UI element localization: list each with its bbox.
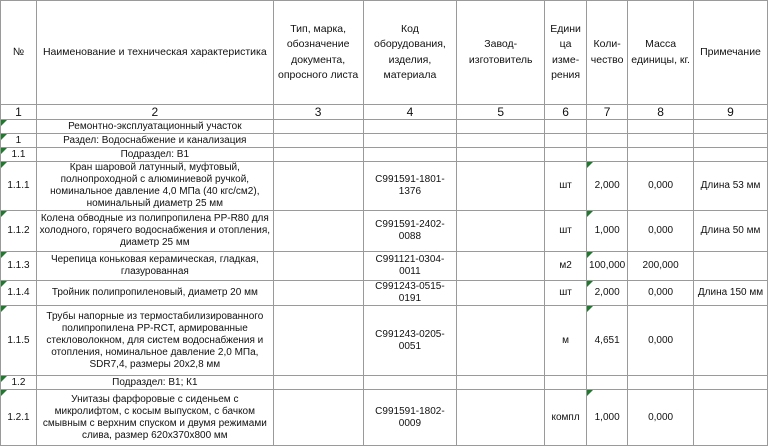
cell-qty: 4,651	[587, 306, 628, 376]
table-row	[1, 252, 768, 281]
cell-name: Подраздел: В1	[36, 148, 273, 162]
column-number: 9	[694, 105, 768, 120]
column-number-row	[1, 105, 768, 120]
cell-no: 1.2.1	[1, 390, 37, 446]
cell-note	[694, 390, 768, 446]
cell-name: Тройник полипропиленовый, диаметр 20 мм	[36, 281, 273, 306]
cell-type	[273, 252, 363, 281]
cell-mass: 0,000	[628, 162, 694, 211]
cell-code	[363, 134, 457, 148]
cell-mass: 0,000	[628, 281, 694, 306]
cell-no: 1.1.3	[1, 252, 37, 281]
cell-qty	[587, 148, 628, 162]
cell-name: Ремонтно-эксплуатационный участок	[36, 120, 273, 134]
cell-note	[694, 134, 768, 148]
cell-name: Кран шаровой латунный, муфтовый, полнопроходной с алюминиевой ручкой, номинальное давление 4,0 МПа (40 кгс/см2), номинальный диаметр 25 мм	[36, 162, 273, 211]
cell-maker	[457, 211, 545, 252]
cell-maker	[457, 281, 545, 306]
cell-name: Черепица коньковая керамическая, гладкая, глазурованная	[36, 252, 273, 281]
table-row	[1, 162, 768, 211]
cell-code	[363, 376, 457, 390]
cell-type	[273, 376, 363, 390]
table-row	[1, 134, 768, 148]
cell-code: С991243-0515-0191	[363, 281, 457, 306]
cell-unit	[545, 148, 587, 162]
cell-maker	[457, 148, 545, 162]
table-row	[1, 306, 768, 376]
col-header-mass: Масса единицы, кг.	[628, 1, 694, 105]
col-header-qty: Коли- чество	[587, 1, 628, 105]
cell-name: Унитазы фарфоровые с сиденьем с микролифтом, с косым выпуском, с бачком смывным с верхним спуском и двумя режимами слива, размер 620х370х800 мм	[36, 390, 273, 446]
cell-no	[1, 120, 37, 134]
cell-name: Трубы напорные из термостабилизированного полипропилена PP-RCT, армированные стекловолокном, для систем водоснабжения и отопления, номинальное давление 2,0 МПа, SDR7,4, размеры 20х2,8 мм	[36, 306, 273, 376]
cell-no: 1	[1, 134, 37, 148]
header-row	[1, 1, 768, 105]
cell-no: 1.2	[1, 376, 37, 390]
cell-note	[694, 252, 768, 281]
cell-note	[694, 306, 768, 376]
cell-qty	[587, 120, 628, 134]
cell-unit	[545, 376, 587, 390]
cell-mass: 0,000	[628, 306, 694, 376]
cell-mass: 200,000	[628, 252, 694, 281]
column-number: 3	[273, 105, 363, 120]
cell-type	[273, 148, 363, 162]
cell-note	[694, 120, 768, 134]
cell-code: С991243-0205-0051	[363, 306, 457, 376]
cell-no: 1.1.4	[1, 281, 37, 306]
cell-no: 1.1.1	[1, 162, 37, 211]
cell-code: С991591-1802-0009	[363, 390, 457, 446]
cell-unit: компл	[545, 390, 587, 446]
cell-type	[273, 306, 363, 376]
cell-name: Колена обводные из полипропилена PP-R80 для холодного, горячего водоснабжения и отопления, диаметр 25 мм	[36, 211, 273, 252]
cell-qty: 1,000	[587, 211, 628, 252]
cell-mass	[628, 376, 694, 390]
cell-type	[273, 390, 363, 446]
cell-maker	[457, 306, 545, 376]
cell-type	[273, 281, 363, 306]
table-row	[1, 148, 768, 162]
column-number: 5	[457, 105, 545, 120]
cell-qty: 1,000	[587, 390, 628, 446]
table-row	[1, 281, 768, 306]
cell-note	[694, 148, 768, 162]
col-header-maker: Завод-изготовитель	[457, 1, 545, 105]
cell-qty: 2,000	[587, 281, 628, 306]
cell-no: 1.1.2	[1, 211, 37, 252]
cell-mass: 0,000	[628, 390, 694, 446]
cell-no: 1.1.5	[1, 306, 37, 376]
cell-name: Подраздел: В1; К1	[36, 376, 273, 390]
cell-qty	[587, 134, 628, 148]
table-row	[1, 390, 768, 446]
table-row	[1, 376, 768, 390]
cell-type	[273, 120, 363, 134]
col-header-note: Примечание	[694, 1, 768, 105]
cell-type	[273, 162, 363, 211]
table-row	[1, 120, 768, 134]
column-number: 1	[1, 105, 37, 120]
cell-unit	[545, 134, 587, 148]
cell-note: Длина 53 мм	[694, 162, 768, 211]
cell-unit: шт	[545, 211, 587, 252]
column-number: 8	[628, 105, 694, 120]
col-header-type: Тип, марка, обозначение документа, опросного листа	[273, 1, 363, 105]
cell-maker	[457, 390, 545, 446]
col-header-name: Наименование и техническая характеристика	[36, 1, 273, 105]
col-header-no: №	[1, 1, 37, 105]
cell-unit: м	[545, 306, 587, 376]
cell-qty: 100,000	[587, 252, 628, 281]
cell-name: Раздел: Водоснабжение и канализация	[36, 134, 273, 148]
cell-code	[363, 148, 457, 162]
cell-mass	[628, 120, 694, 134]
cell-qty: 2,000	[587, 162, 628, 211]
cell-type	[273, 134, 363, 148]
cell-qty	[587, 376, 628, 390]
cell-maker	[457, 134, 545, 148]
cell-mass	[628, 134, 694, 148]
column-number: 4	[363, 105, 457, 120]
column-number: 7	[587, 105, 628, 120]
cell-unit: шт	[545, 162, 587, 211]
cell-maker	[457, 120, 545, 134]
cell-no: 1.1	[1, 148, 37, 162]
cell-unit	[545, 120, 587, 134]
cell-code	[363, 120, 457, 134]
cell-note: Длина 50 мм	[694, 211, 768, 252]
column-number: 2	[36, 105, 273, 120]
cell-code: С991591-1801-1376	[363, 162, 457, 211]
cell-maker	[457, 162, 545, 211]
col-header-unit: Едини ца изме- рения	[545, 1, 587, 105]
cell-code: С991121-0304-0011	[363, 252, 457, 281]
cell-unit: м2	[545, 252, 587, 281]
column-number: 6	[545, 105, 587, 120]
cell-maker	[457, 252, 545, 281]
cell-mass: 0,000	[628, 211, 694, 252]
cell-unit: шт	[545, 281, 587, 306]
cell-mass	[628, 148, 694, 162]
cell-note: Длина 150 мм	[694, 281, 768, 306]
cell-maker	[457, 376, 545, 390]
cell-code: С991591-2402-0088	[363, 211, 457, 252]
cell-type	[273, 211, 363, 252]
cell-note	[694, 376, 768, 390]
col-header-code: Код оборудования, изделия, материала	[363, 1, 457, 105]
table-row	[1, 211, 768, 252]
